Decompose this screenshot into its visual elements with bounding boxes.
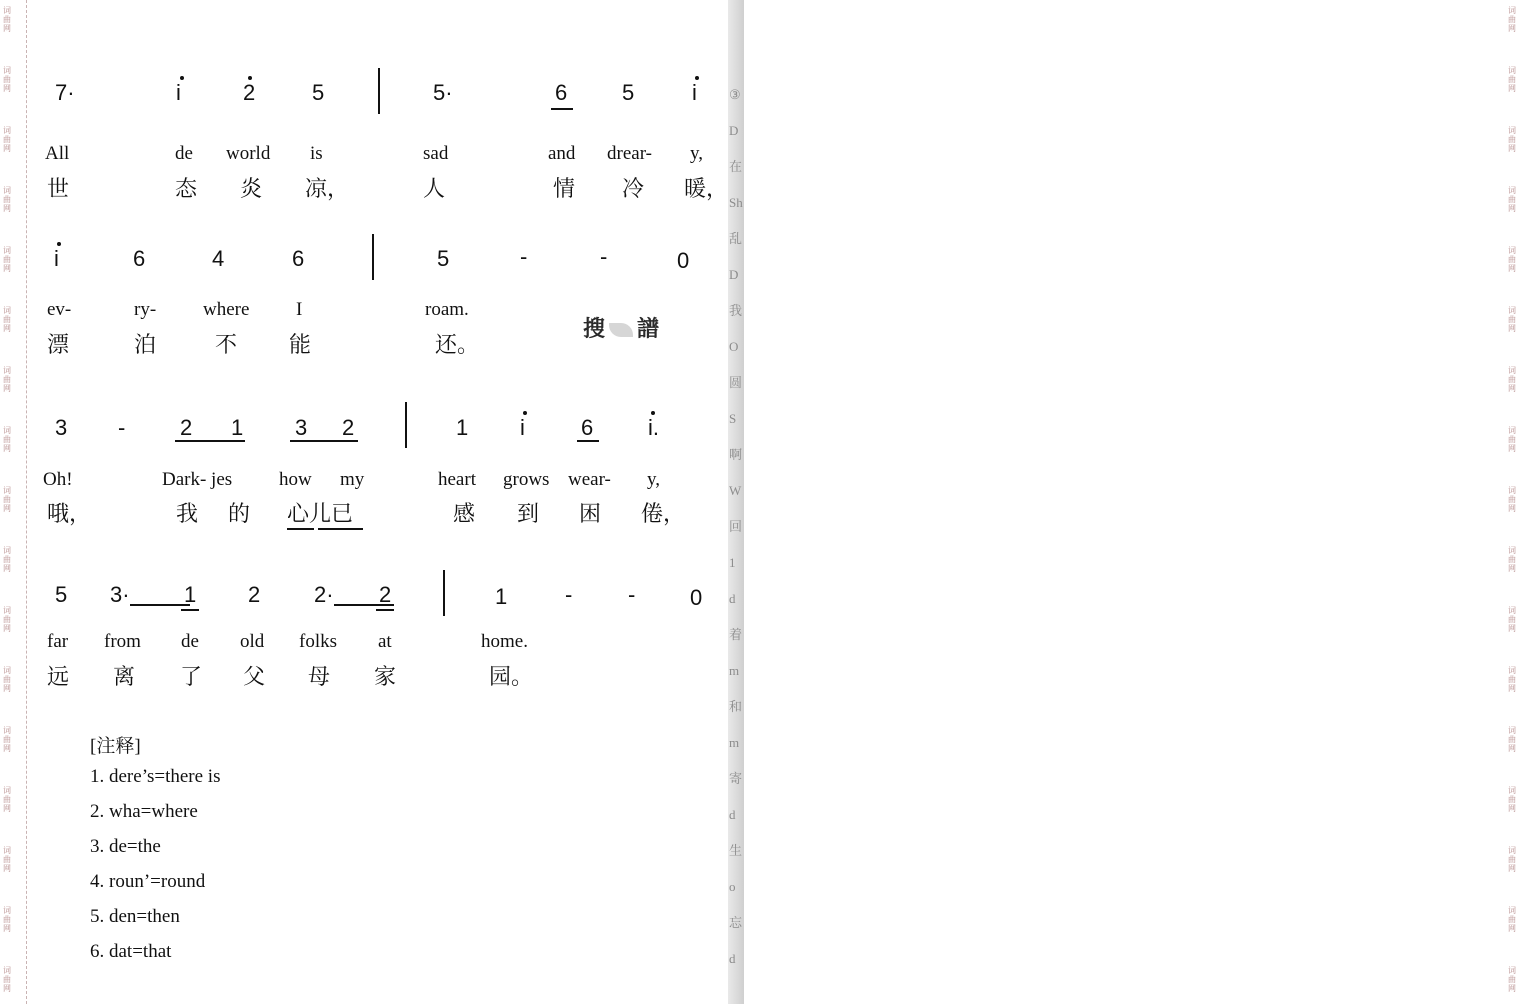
right-strip-char: 啊 bbox=[729, 447, 743, 462]
lyric-zh: 能 bbox=[289, 333, 312, 358]
lyric-en: y, bbox=[690, 143, 704, 164]
margin-mark: 网 bbox=[1508, 684, 1516, 693]
high-dot bbox=[523, 411, 527, 415]
footnote-item: 6. dat=that bbox=[90, 941, 172, 962]
note: 7· bbox=[55, 80, 75, 105]
margin-mark: 网 bbox=[1508, 84, 1516, 93]
margin-mark: 网 bbox=[1508, 564, 1516, 573]
right-strip-char: o bbox=[729, 879, 736, 894]
bar-line bbox=[372, 234, 374, 280]
margin-mark: 曲 bbox=[3, 675, 11, 684]
margin-mark: 网 bbox=[3, 504, 11, 513]
right-strip-char: ③ bbox=[729, 87, 741, 102]
margin-mark: 曲 bbox=[1508, 195, 1516, 204]
lyric-en: de bbox=[181, 631, 199, 652]
margin-mark: 曲 bbox=[1508, 915, 1516, 924]
margin-mark: 曲 bbox=[3, 315, 11, 324]
lyric-en: how bbox=[279, 469, 312, 490]
margin-mark: 曲 bbox=[1508, 735, 1516, 744]
lyric-en: and bbox=[548, 143, 576, 164]
note: 6 bbox=[292, 246, 305, 271]
margin-mark: 词 bbox=[1508, 486, 1516, 495]
right-strip-char: D bbox=[729, 267, 739, 282]
note: i bbox=[176, 80, 181, 105]
lyric-zh: 暖， bbox=[684, 177, 729, 202]
right-page-text-strip bbox=[728, 0, 744, 1004]
margin-mark: 词 bbox=[3, 246, 11, 255]
lyric-en: y, bbox=[647, 469, 661, 490]
margin-mark: 曲 bbox=[1508, 615, 1516, 624]
margin-mark: 网 bbox=[3, 684, 11, 693]
lyric-zh: 冷 bbox=[622, 177, 645, 202]
note: i bbox=[692, 80, 697, 105]
margin-mark: 曲 bbox=[1508, 855, 1516, 864]
margin-mark: 曲 bbox=[3, 735, 11, 744]
note: 2 bbox=[248, 582, 261, 607]
margin-mark: 词 bbox=[1508, 906, 1516, 915]
margin-mark: 词 bbox=[3, 546, 11, 555]
note: 3 bbox=[295, 415, 308, 440]
margin-mark: 词 bbox=[1508, 966, 1516, 975]
margin-mark: 词 bbox=[3, 906, 11, 915]
lyric-en: at bbox=[378, 631, 392, 652]
lyric-en: ry- bbox=[134, 299, 157, 320]
note: 0 bbox=[690, 585, 703, 610]
left-margin-strip bbox=[0, 0, 14, 1004]
margin-mark: 网 bbox=[3, 444, 11, 453]
lyric-zh: 的 bbox=[228, 502, 251, 527]
margin-mark: 网 bbox=[1508, 504, 1516, 513]
margin-mark: 网 bbox=[3, 624, 11, 633]
margin-mark: 网 bbox=[3, 744, 11, 753]
margin-mark: 曲 bbox=[3, 135, 11, 144]
note: i bbox=[54, 246, 59, 271]
right-strip-char: 忘 bbox=[729, 915, 743, 930]
lyric-zh: 母 bbox=[308, 665, 331, 690]
right-strip-char: 在 bbox=[729, 159, 743, 174]
note: 1 bbox=[184, 582, 197, 607]
margin-mark: 网 bbox=[1508, 264, 1516, 273]
beam bbox=[376, 609, 394, 611]
lyric-zh: 泊 bbox=[134, 333, 157, 358]
footnote-item: 2. wha=where bbox=[90, 801, 198, 822]
margin-mark: 曲 bbox=[3, 75, 11, 84]
margin-mark: 曲 bbox=[1508, 795, 1516, 804]
right-strip-char: d bbox=[729, 807, 736, 822]
margin-mark: 曲 bbox=[1508, 135, 1516, 144]
margin-mark: 网 bbox=[3, 24, 11, 33]
lyric-zh: 还。 bbox=[435, 333, 480, 358]
margin-mark: 词 bbox=[3, 426, 11, 435]
high-dot bbox=[57, 242, 61, 246]
right-strip-char: 生 bbox=[729, 843, 743, 858]
margin-mark: 曲 bbox=[1508, 495, 1516, 504]
lyric-zh: 家 bbox=[374, 665, 397, 690]
margin-mark: 曲 bbox=[3, 915, 11, 924]
margin-mark: 网 bbox=[1508, 744, 1516, 753]
watermark-logo-char-1: 搜 bbox=[583, 317, 606, 342]
margin-mark: 网 bbox=[1508, 804, 1516, 813]
margin-mark: 曲 bbox=[3, 975, 11, 984]
lyric-en: Oh! bbox=[43, 469, 73, 490]
note: 5 bbox=[55, 582, 68, 607]
note: 2 bbox=[243, 80, 256, 105]
footnote-item: 4. roun’=round bbox=[90, 871, 206, 892]
note: 2 bbox=[180, 415, 193, 440]
lyric-zh: 远 bbox=[47, 665, 70, 690]
note: 2 bbox=[342, 415, 355, 440]
lyric-en: I bbox=[296, 299, 303, 320]
right-strip-char: 乱 bbox=[729, 231, 743, 246]
margin-mark: 曲 bbox=[3, 195, 11, 204]
margin-mark: 词 bbox=[1508, 246, 1516, 255]
lyric-zh: 倦， bbox=[641, 502, 686, 527]
lyric-zh: 心儿已 bbox=[287, 502, 354, 527]
margin-mark: 网 bbox=[1508, 204, 1516, 213]
beam bbox=[130, 604, 190, 606]
right-strip-char: O bbox=[729, 339, 739, 354]
lyric-zh: 哦， bbox=[47, 502, 92, 527]
margin-mark: 词 bbox=[3, 186, 11, 195]
note: 3· bbox=[110, 582, 130, 607]
margin-mark: 网 bbox=[3, 384, 11, 393]
margin-mark: 词 bbox=[1508, 606, 1516, 615]
margin-mark: 曲 bbox=[3, 495, 11, 504]
margin-mark: 曲 bbox=[3, 795, 11, 804]
lyric-en: wear- bbox=[568, 469, 611, 490]
footnote-item: 5. den=then bbox=[90, 906, 180, 927]
margin-mark: 网 bbox=[3, 84, 11, 93]
margin-mark: 词 bbox=[3, 366, 11, 375]
margin-mark: 网 bbox=[1508, 444, 1516, 453]
margin-mark: 词 bbox=[1508, 126, 1516, 135]
note: 6 bbox=[133, 246, 146, 271]
margin-mark: 网 bbox=[1508, 624, 1516, 633]
margin-mark: 词 bbox=[3, 966, 11, 975]
right-strip-char: D bbox=[729, 123, 739, 138]
high-dot bbox=[180, 76, 184, 80]
beam bbox=[175, 440, 245, 442]
right-strip-char: 我 bbox=[729, 303, 743, 318]
bar-line bbox=[443, 570, 445, 616]
right-strip-char: 回 bbox=[729, 519, 743, 534]
margin-mark: 网 bbox=[1508, 984, 1516, 993]
lyric-en: sad bbox=[423, 143, 449, 164]
margin-mark: 网 bbox=[3, 864, 11, 873]
margin-mark: 曲 bbox=[3, 855, 11, 864]
margin-mark: 网 bbox=[1508, 864, 1516, 873]
right-strip-char: m bbox=[729, 663, 740, 678]
note: 4 bbox=[212, 246, 225, 271]
beam bbox=[181, 609, 199, 611]
note: 5 bbox=[312, 80, 325, 105]
margin-mark: 曲 bbox=[1508, 375, 1516, 384]
margin-mark: 词 bbox=[1508, 186, 1516, 195]
lyric-en: my bbox=[340, 469, 365, 490]
right-strip-char: 和 bbox=[729, 699, 743, 714]
right-strip-char: 着 bbox=[729, 627, 743, 642]
footnotes-title: [注释] bbox=[90, 736, 141, 757]
margin-mark: 词 bbox=[1508, 546, 1516, 555]
margin-mark: 词 bbox=[1508, 726, 1516, 735]
bar-line bbox=[405, 402, 407, 448]
lyric-en: heart bbox=[438, 469, 476, 490]
right-strip-char: S bbox=[729, 411, 737, 426]
lyric-zh: 离 bbox=[113, 665, 136, 690]
margin-mark: 曲 bbox=[3, 375, 11, 384]
right-strip-char: 1 bbox=[729, 555, 736, 570]
high-dot bbox=[248, 76, 252, 80]
lyric-en: All bbox=[45, 143, 70, 164]
margin-mark: 曲 bbox=[1508, 555, 1516, 564]
margin-mark: 词 bbox=[3, 786, 11, 795]
bar-line bbox=[378, 68, 380, 114]
lyric-en: home. bbox=[481, 631, 528, 652]
margin-mark: 词 bbox=[1508, 666, 1516, 675]
beam bbox=[318, 528, 363, 530]
margin-mark: 曲 bbox=[3, 255, 11, 264]
margin-mark: 网 bbox=[1508, 384, 1516, 393]
lyric-en: folks bbox=[299, 631, 337, 652]
note: - bbox=[565, 582, 573, 607]
note: 6 bbox=[581, 415, 594, 440]
note: i. bbox=[648, 415, 659, 440]
beam bbox=[287, 528, 314, 530]
lyric-zh: 我 bbox=[176, 502, 199, 527]
beam bbox=[551, 108, 573, 110]
margin-mark: 网 bbox=[1508, 324, 1516, 333]
margin-mark: 曲 bbox=[1508, 975, 1516, 984]
lyric-en: ev- bbox=[47, 299, 72, 320]
lyric-en: roam. bbox=[425, 299, 469, 320]
lyric-en: from bbox=[104, 631, 141, 652]
note: - bbox=[600, 244, 608, 269]
margin-mark: 词 bbox=[1508, 6, 1516, 15]
margin-mark: 网 bbox=[3, 564, 11, 573]
margin-mark: 词 bbox=[1508, 786, 1516, 795]
watermark-logo bbox=[583, 312, 659, 343]
lyric-zh: 世 bbox=[47, 177, 70, 202]
margin-mark: 词 bbox=[3, 666, 11, 675]
beam bbox=[577, 440, 599, 442]
lyric-en: Dark- jes bbox=[162, 469, 233, 490]
margin-mark: 曲 bbox=[1508, 75, 1516, 84]
margin-mark: 词 bbox=[1508, 66, 1516, 75]
watermark-logo-char-2: 譜 bbox=[637, 317, 660, 342]
margin-mark: 曲 bbox=[1508, 435, 1516, 444]
note: 2· bbox=[314, 582, 334, 607]
footnote-item: 1. dere’s=there is bbox=[90, 766, 221, 787]
lyric-en: world bbox=[226, 143, 271, 164]
note: - bbox=[118, 415, 126, 440]
margin-mark: 网 bbox=[3, 324, 11, 333]
lyric-zh: 感 bbox=[453, 502, 476, 527]
margin-mark: 词 bbox=[3, 66, 11, 75]
lyric-en: drear- bbox=[607, 143, 652, 164]
margin-mark: 词 bbox=[1508, 426, 1516, 435]
note: - bbox=[520, 244, 528, 269]
margin-mark: 网 bbox=[3, 924, 11, 933]
lyric-zh: 人 bbox=[423, 177, 446, 202]
margin-mark: 网 bbox=[3, 984, 11, 993]
right-strip-char: m bbox=[729, 735, 740, 750]
margin-mark: 词 bbox=[3, 486, 11, 495]
lyric-zh: 困 bbox=[579, 502, 602, 527]
left-margin-rule bbox=[26, 0, 27, 1004]
margin-mark: 词 bbox=[1508, 366, 1516, 375]
margin-mark: 曲 bbox=[1508, 675, 1516, 684]
margin-mark: 词 bbox=[3, 126, 11, 135]
lyric-en: is bbox=[310, 143, 323, 164]
margin-mark: 词 bbox=[1508, 846, 1516, 855]
lyric-zh: 父 bbox=[243, 665, 266, 690]
margin-mark: 网 bbox=[3, 204, 11, 213]
beam bbox=[290, 440, 358, 442]
high-dot bbox=[651, 411, 655, 415]
leaf-icon bbox=[609, 323, 633, 337]
margin-mark: 网 bbox=[3, 804, 11, 813]
margin-mark: 词 bbox=[3, 846, 11, 855]
margin-mark: 曲 bbox=[3, 615, 11, 624]
lyric-zh: 情 bbox=[553, 177, 576, 202]
lyric-zh: 炎 bbox=[240, 177, 263, 202]
right-strip-char: 寄 bbox=[729, 771, 743, 786]
margin-mark: 网 bbox=[1508, 924, 1516, 933]
lyric-zh: 园。 bbox=[489, 665, 534, 690]
right-strip-char: d bbox=[729, 951, 736, 966]
note: i bbox=[520, 415, 525, 440]
margin-mark: 词 bbox=[3, 306, 11, 315]
note: 0 bbox=[677, 248, 690, 273]
lyric-en: where bbox=[203, 299, 250, 320]
right-strip-char: W bbox=[729, 483, 742, 498]
footnote-item: 3. de=the bbox=[90, 836, 161, 857]
lyric-zh: 不 bbox=[215, 333, 238, 358]
margin-mark: 网 bbox=[1508, 144, 1516, 153]
note: 5 bbox=[437, 246, 450, 271]
margin-mark: 词 bbox=[1508, 306, 1516, 315]
note: 5 bbox=[622, 80, 635, 105]
note: 1 bbox=[231, 415, 244, 440]
right-strip-char: 圆 bbox=[729, 375, 743, 390]
note: 6 bbox=[555, 80, 568, 105]
margin-mark: 曲 bbox=[1508, 315, 1516, 324]
margin-mark: 曲 bbox=[3, 555, 11, 564]
lyric-en: grows bbox=[503, 469, 550, 490]
note: 1 bbox=[456, 415, 469, 440]
high-dot bbox=[695, 76, 699, 80]
margin-mark: 曲 bbox=[1508, 15, 1516, 24]
margin-mark: 词 bbox=[3, 6, 11, 15]
margin-mark: 曲 bbox=[1508, 255, 1516, 264]
right-strip-char: d bbox=[729, 591, 736, 606]
lyric-en: far bbox=[47, 631, 69, 652]
note: 5· bbox=[433, 80, 453, 105]
margin-mark: 词 bbox=[3, 726, 11, 735]
lyric-zh: 漂 bbox=[47, 333, 70, 358]
lyric-en: old bbox=[240, 631, 265, 652]
lyric-zh: 态 bbox=[175, 177, 198, 202]
lyric-zh: 凉， bbox=[305, 177, 350, 202]
right-margin-strip bbox=[752, 0, 1516, 1004]
margin-mark: 词 bbox=[3, 606, 11, 615]
note: 2 bbox=[379, 582, 392, 607]
margin-mark: 网 bbox=[1508, 24, 1516, 33]
note: 1 bbox=[495, 584, 508, 609]
lyric-en: de bbox=[175, 143, 193, 164]
margin-mark: 曲 bbox=[3, 435, 11, 444]
right-strip-char: Sh bbox=[729, 195, 743, 210]
note: - bbox=[628, 582, 636, 607]
lyric-zh: 到 bbox=[517, 502, 540, 527]
margin-mark: 网 bbox=[3, 264, 11, 273]
note: 3 bbox=[55, 415, 68, 440]
lyric-zh: 了 bbox=[180, 665, 203, 690]
margin-mark: 曲 bbox=[3, 15, 11, 24]
margin-mark: 网 bbox=[3, 144, 11, 153]
